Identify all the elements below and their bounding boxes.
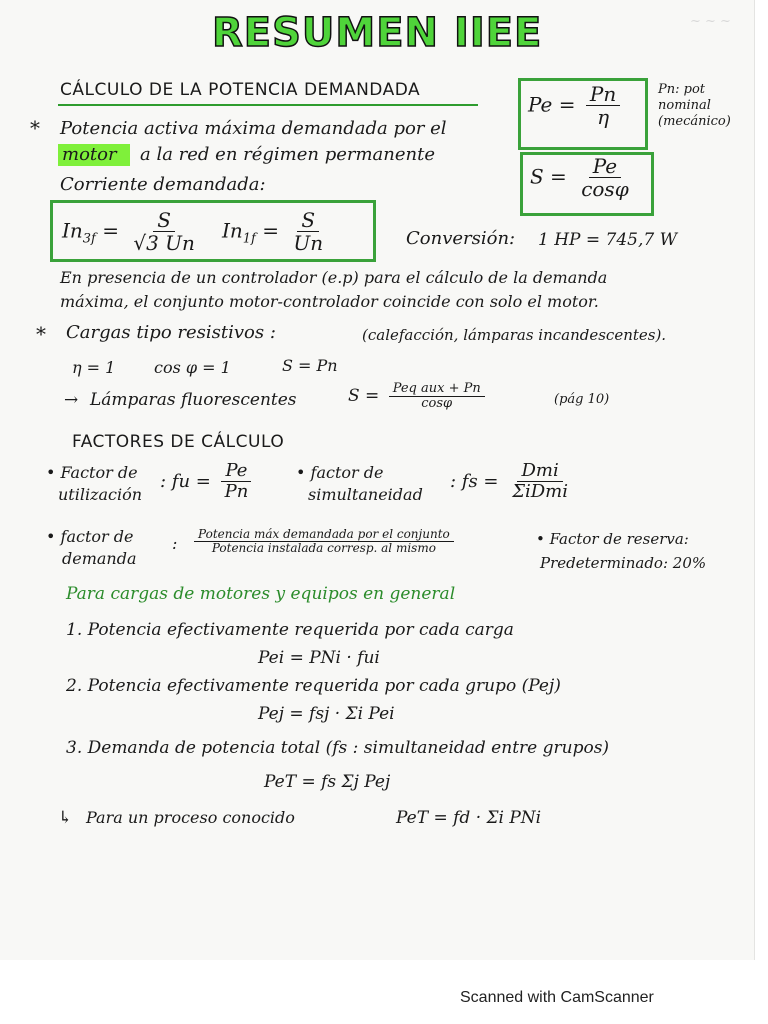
potencia-line-1: Potencia activa máxima demandada por el	[60, 118, 447, 139]
pe-note: Pn: pot nominal (mecánico)	[658, 82, 731, 129]
fs-label: • factor de simultaneidad	[296, 463, 423, 504]
step-1-text: 1. Potencia efectivamente requerida por cada carga	[66, 620, 514, 640]
cos-value: cos φ = 1	[154, 358, 231, 377]
step-3-text: 3. Demanda de potencia total (fs : simultaneidad entre grupos)	[66, 738, 610, 758]
step-4-formula: PeT = fd · Σi PNi	[396, 808, 542, 828]
page-reference: (pág 10)	[554, 392, 610, 407]
eta-value: η = 1	[72, 358, 116, 377]
s-equals-pn: S = Pn	[282, 356, 338, 375]
fd-colon: :	[172, 534, 178, 553]
fd-formula: $\frac{\text{Potencia máx demandada por el conjunto}}{\text{Potencia instalada corresp. al mismo}}$	[190, 528, 458, 555]
corriente-label: Corriente demandada:	[60, 174, 266, 195]
s-formula: S = $\frac{Pe}{\cos\varphi}$	[530, 154, 629, 201]
controller-line-2: máxima, el conjunto motor-controlador coincide con solo el motor.	[60, 292, 599, 311]
conversion-label: Conversión:	[406, 228, 516, 249]
factores-heading: FACTORES DE CÁLCULO	[72, 432, 285, 452]
step-1-formula: Pei = PNi · fui	[258, 648, 380, 668]
scanner-watermark: Scanned with CamScanner	[460, 989, 654, 1006]
heading-underline	[58, 104, 478, 106]
bullet-marker: *	[30, 116, 40, 140]
bleed-through-text: ~ ~ ~	[690, 14, 731, 29]
step-2-text: 2. Potencia efectivamente requerida por cada grupo (Pej)	[66, 676, 561, 696]
arrow-symbol: →	[64, 390, 79, 410]
fr-label: • Factor de reserva:	[536, 530, 689, 548]
resistive-label: Cargas tipo resistivos :	[66, 322, 276, 343]
resistive-examples: (calefacción, lámparas incandescentes).	[362, 326, 667, 344]
fluorescent-formula: S = $\frac{\text{Peq aux + Pn}}{\cos\varphi}$	[348, 382, 489, 411]
fd-label: • factor de demanda	[46, 527, 137, 568]
step-4-text: Para un proceso conocido	[86, 808, 295, 827]
fs-formula: : fs = $\frac{\text{Dmi}}{\text{ΣiDmi}}$	[450, 460, 568, 502]
cargas-heading: Para cargas de motores y equipos en general	[66, 584, 456, 604]
pe-formula: Pe = $\frac{Pn}{\eta}$	[528, 84, 624, 128]
potencia-line-2-highlight: motor	[62, 144, 117, 165]
potencia-line-2: a la red en régimen permanente	[140, 144, 436, 165]
page-title: RESUMEN IIEE	[212, 10, 543, 56]
fu-label: • Factor de utilización	[46, 463, 143, 504]
fluorescent-label: Lámparas fluorescentes	[90, 390, 297, 410]
current-formula-3f: $In_{3f}$ = $\frac{S}{√3 Un}$	[62, 208, 195, 255]
fu-formula: : fu = $\frac{Pe}{Pn}$	[160, 462, 256, 502]
section-heading-potencia: CÁLCULO DE LA POTENCIA DEMANDADA	[60, 80, 421, 100]
step-3-formula: PeT = fs Σj Pej	[264, 772, 391, 792]
bullet-marker-2: *	[36, 322, 46, 346]
step-4-arrow: ↳	[58, 808, 73, 828]
current-formula-1f: $In_{1f}$ = $\frac{S}{Un}$	[222, 208, 324, 255]
step-2-formula: Pej = fsj · Σi Pei	[258, 704, 395, 724]
controller-line-1: En presencia de un controlador (e.p) para el cálculo de la demanda	[60, 268, 608, 287]
fr-value: Predeterminado: 20%	[540, 554, 707, 572]
conversion-value: 1 HP = 745,7 W	[538, 230, 678, 250]
